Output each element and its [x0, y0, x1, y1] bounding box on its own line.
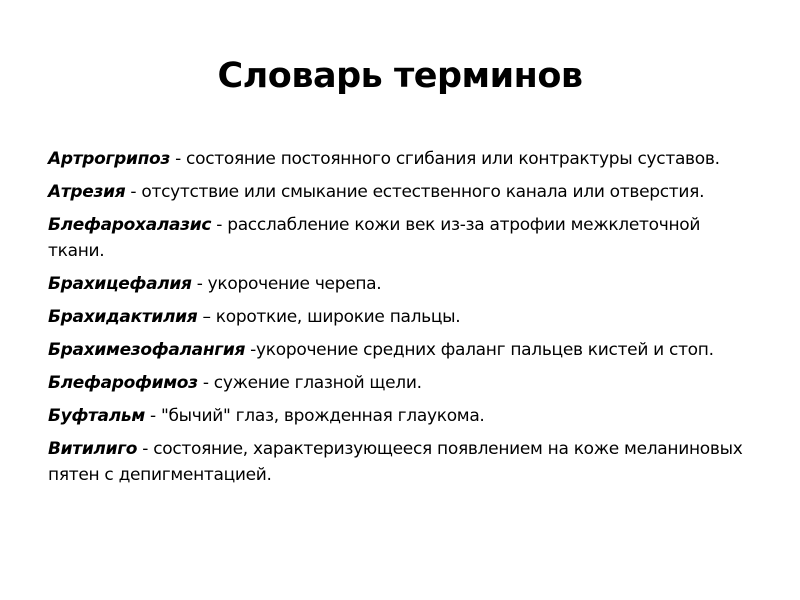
glossary-entry [48, 436, 760, 488]
glossary-term: Витилиго [48, 439, 138, 459]
glossary-term: Брахицефалия [48, 274, 192, 294]
glossary-entry [48, 337, 760, 363]
glossary-term: Артрогрипоз [48, 149, 170, 169]
glossary-term: Блефарофимоз [48, 373, 198, 393]
glossary-term: Буфтальм [48, 406, 145, 426]
glossary-definition: -укорочение средних фаланг пальцев кистей и стоп. [245, 340, 714, 360]
glossary-term: Брахимезофалангия [48, 340, 246, 360]
glossary-list [48, 146, 760, 495]
slide-title: Словарь терминов [217, 56, 583, 96]
glossary-definition: - укорочение черепа. [191, 274, 382, 294]
glossary-definition: - состояние постоянного сгибания или контрактуры суставов. [170, 149, 720, 169]
glossary-definition: - "бычий" глаз, врожденная глаукома. [144, 406, 485, 426]
glossary-term: Брахидактилия [48, 307, 198, 327]
glossary-term: Блефарохалазис [48, 215, 212, 235]
glossary-entry [48, 146, 760, 172]
glossary-definition: - расслабление кожи век из-за атрофии межклеточной ткани. [48, 215, 701, 261]
glossary-entry [48, 179, 760, 205]
glossary-entry [48, 370, 760, 396]
glossary-entry [48, 304, 760, 330]
glossary-entry [48, 403, 760, 429]
glossary-definition: - состояние, характеризующееся появлением на коже меланиновых пятен с депигментацией. [48, 439, 743, 485]
glossary-entry [48, 271, 760, 297]
glossary-definition: - отсутствие или смыкание естественного канала или отверстия. [125, 182, 705, 202]
glossary-term: Атрезия [48, 182, 126, 202]
glossary-definition: - сужение глазной щели. [197, 373, 422, 393]
glossary-definition: – короткие, широкие пальцы. [197, 307, 461, 327]
glossary-entry [48, 212, 760, 264]
